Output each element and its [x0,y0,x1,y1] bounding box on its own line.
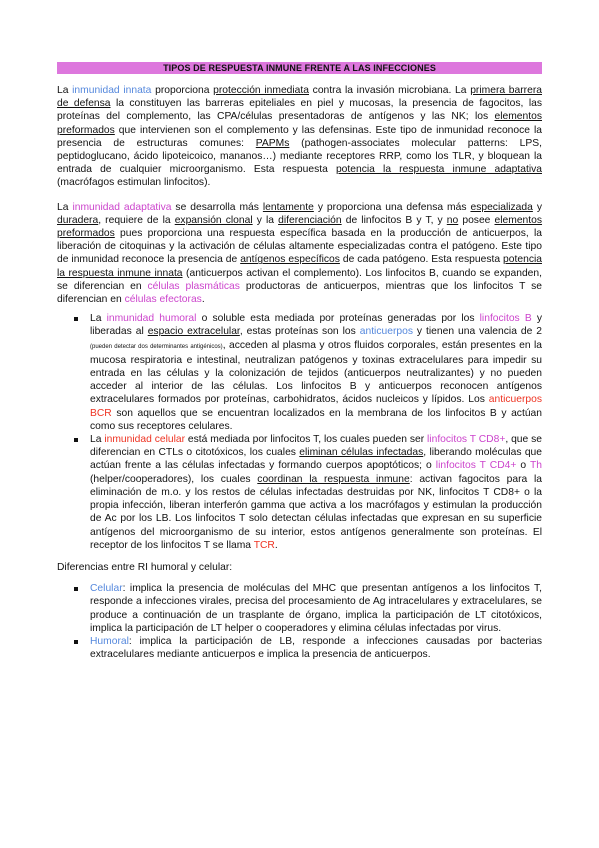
text-run: posee [458,214,495,226]
text-run: se desarrolla más [171,201,263,213]
text-run: y la [252,214,279,226]
list-item-cellular-difference [90,582,542,635]
highlighted-term: linfocitos B [479,313,532,325]
text-run: de linfocitos B y T, y [341,214,447,226]
text-run: , estas proteínas son los [239,326,360,338]
text-run: la constituyen las barreras epiteliales en piel y mucosas, la presencia de fagocitos, las proteínas del complemento, las CPA/células presentadoras de antígenos y las NK; los [57,98,542,123]
highlighted-term: inmunidad innata [72,85,152,96]
text-run: son aquellos que se encuentran localizados en la membrana de los linfocitos B y actúan como sus receptores celulares. [90,407,542,432]
highlighted-term: Celular [90,583,123,595]
text-run: La [57,85,73,96]
text-run: o [516,460,530,472]
text-run: (helper/cooperadores), los cuales [90,473,258,485]
immunity-types-list [57,312,542,552]
underlined-term: PAPMs [255,137,290,149]
underlined-term: lentamente [262,201,314,213]
text-run: está mediada por linfocitos T, los cuales pueden ser [185,434,428,446]
paragraph-innate-immunity [57,84,542,190]
underlined-term: elementos preformados [57,111,542,136]
underlined-term: eliminan células infectadas [299,447,424,459]
text-run: contra la invasión microbiana. La [309,85,471,96]
text-run: , liberando moléculas que actúan frente a las células infectadas y formando cuerpos apoptóticos; o [90,447,542,472]
list-item-humoral-immunity [90,312,542,433]
highlighted-term: anticuerpos [359,326,413,338]
text-run: La [90,313,107,325]
text-run: y proporciona una defensa más [313,201,471,213]
text-run: La [57,201,73,213]
text-run: de cada patógeno. Esta respuesta [339,254,504,266]
document-page [57,62,542,661]
text-run: La [90,434,105,446]
text-run: , que se diferencian en CTLs o citotóxicos, los cuales [90,434,542,459]
highlighted-term: Humoral [90,635,129,647]
page-title: TIPOS DE RESPUESTA INMUNE FRENTE A LAS INFECCIONES [57,62,542,74]
text-run: (macrófagos estimulan linfocitos). [57,177,211,189]
underlined-term: especializada [470,201,533,213]
underlined-term: elementos preformados [57,214,543,240]
underlined-term: coordinan la respuesta inmune [257,473,410,485]
small-note: (pueden detectar dos determinantes antigénicos) [90,343,223,350]
text-run: , requiere de la [98,214,175,226]
text-run: y [532,201,542,213]
paragraph-adaptive-immunity [57,201,542,307]
underlined-term: primera barrera de defensa [57,85,542,110]
underlined-term: potencia la respuesta inmune adaptativa [335,164,542,176]
text-run: : implica la presencia de moléculas del MHC que presentan antígenos a los linfocitos T, responde a infecciones virales, precisa del procesamiento de Ag intracelulares y extracelulares, se produce a continuación de un trasplante de órgano, implica la participación de LT citotóxicos, implica la participación de LT helper o cooperadores y elimina células infectadas por virus. [90,583,542,634]
differences-list [57,582,542,661]
highlighted-term: Th [529,460,542,472]
text-run: . [274,539,278,551]
highlighted-term: TCR [253,539,275,551]
underlined-term: diferenciación [278,214,342,226]
highlighted-term: inmunidad celular [104,434,186,446]
text-run: : implica la participación de LB, responde a infecciones causadas por bacterias extracelulares mediante anticuerpos e implica la presencia de anticuerpos. [90,635,542,661]
text-run: productoras de anticuerpos, mientras que los linfocitos T se diferencian en [57,280,542,306]
text-run: (anticuerpos activan el complemento). Los linfocitos B, cuando se expanden, se diferencian en [57,267,543,292]
text-run: pues proporciona una respuesta específica basada en la producción de anticuerpos, la liberación de citoquinas y la activación de células altamente especializadas contra el patógeno. Este tipo de inmunidad reconoce la presencia de [57,228,542,266]
highlighted-term: células plasmáticas [147,280,240,292]
text-run: o soluble esta mediada por proteínas generadas por los [196,313,480,325]
highlighted-term: inmunidad adaptativa [72,201,172,213]
list-item-cellular-immunity [90,433,542,552]
text-run: (pathogen-associates molecular patterns: LPS, peptidoglucano, ácido lipoteicoico, mananos…) mediante receptores RRP, como los TLR, y bloquean la entrada de cualquier microorganismo. Esta respuesta [57,137,542,176]
text-run: . [201,294,205,306]
underlined-term: antígenos específicos [240,254,340,266]
highlighted-term: anticuerpos BCR [90,394,542,419]
text-run: que intervienen son el complemento y las defensinas. Este tipo de inmunidad reconoce la presencia de estructuras comunes: [57,124,542,149]
differences-heading: Diferencias entre RI humoral y celular: [57,561,233,573]
underlined-term: espacio extracelular [147,326,240,338]
text-run: proporciona [151,85,214,96]
list-item-humoral-difference [90,635,542,661]
highlighted-term: inmunidad humoral [106,313,197,325]
highlighted-term: células efectoras [124,294,202,306]
text-run: , acceden al plasma y otros fluidos corporales, están presentes en la mucosa respiratoria e intestinal, neutralizan patógenos y toxinas extracelulares para impedir su entrada en las células y la colonización de tejidos (anticuerpos neutralizantes) y no pueden acceder al interior de las células. Los linfocitos B y anticuerpos reconocen antígenos extracelulares formados por proteínas, carbohidratos, ácidos nucleicos y lípidos. Los [90,339,542,406]
text-run: y tienen una valencia de 2 [412,326,542,338]
underlined-term: potencia la respuesta inmune innata [57,254,542,279]
text-run: : activan fagocitos para la eliminación de m.o. y los restos de células infectadas destruidas por NK, linfocitos T CD8+ o la propia infección, liberan interferón gamma que activa a los macrófagos y estimulan la producción de Ac por los LB. Los linfocitos T solo detectan células infectadas que expresan en su superficie antígenos del microorganismo de su interior, estos antígenos generalmente son proteínas. El receptor de los linfocitos T se llama [90,473,542,551]
underlined-term: duradera [57,214,99,226]
underlined-term: expansión clonal [174,214,253,226]
underlined-term: no [446,214,459,226]
highlighted-term: linfocitos T CD8+ [427,434,506,446]
highlighted-term: linfocitos T CD4+ [435,460,517,472]
underlined-term: protección inmediata [213,85,309,96]
text-run: y liberadas al [90,313,543,338]
